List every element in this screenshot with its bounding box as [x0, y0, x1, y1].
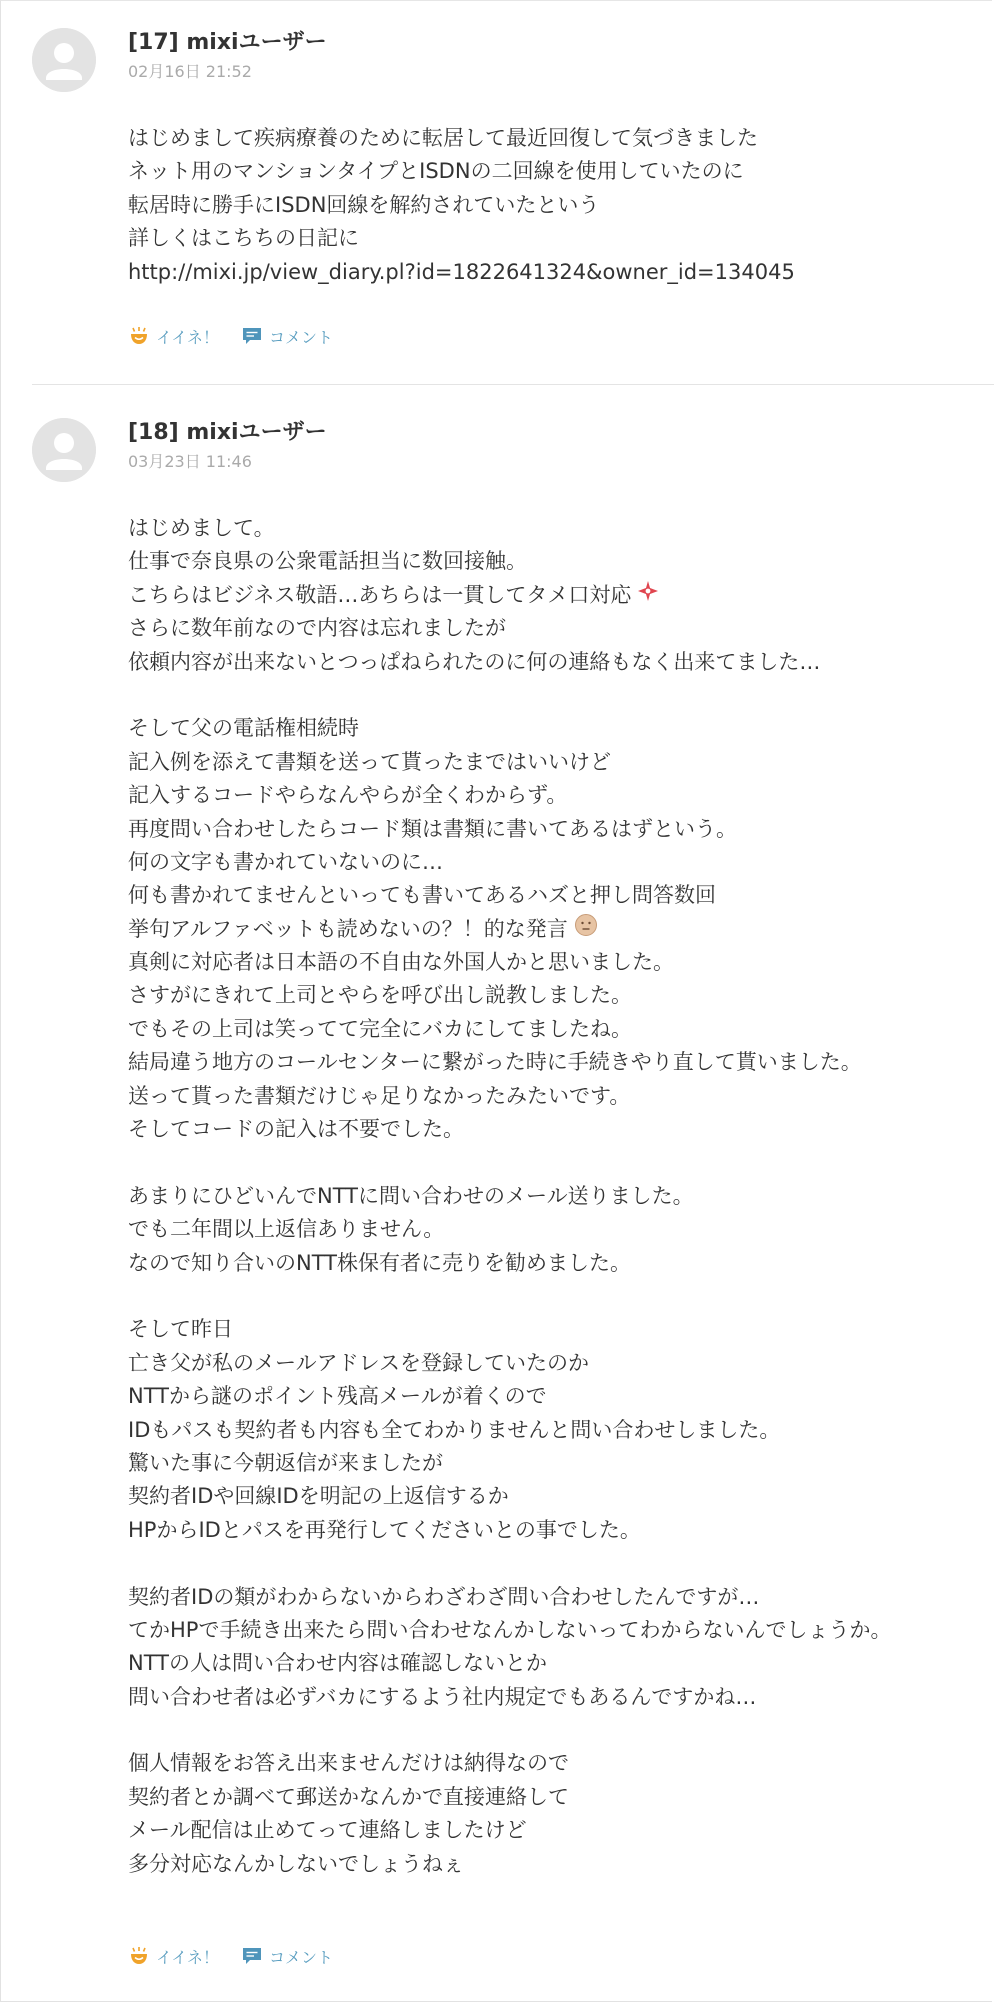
comment-line: NTTから謎のポイント残高メールが着くので: [128, 1384, 547, 1409]
comment-line: 依頼内容が出来ないとつっぱねられたのに何の連絡もなく出来てました…: [128, 649, 821, 674]
neutral-face-emoji: [574, 913, 598, 947]
reply-comment-button[interactable]: [241, 325, 333, 348]
comment-line: あまりにひどいんでNTTに問い合わせのメール送りました。: [128, 1183, 694, 1208]
comment-body: [128, 122, 795, 289]
comment-line: 何の文字も書かれていないのに…: [128, 849, 443, 874]
blank-line: [128, 1146, 891, 1179]
comment-line: 契約者とか調べて郵送かなんかで直接連絡して: [128, 1784, 569, 1809]
comment-line: 驚いた事に今朝返信が来ましたが: [128, 1450, 443, 1475]
comment-divider: [32, 384, 994, 385]
comment-line: 仕事で奈良県の公衆電話担当に数回接触。: [128, 549, 527, 574]
comment-line: IDもパスも契約者も内容も全てわかりませんと問い合わせしました。: [128, 1417, 781, 1442]
anger-sparkle-emoji: [637, 579, 659, 612]
comment-line: 記入例を添えて書類を送って貰ったまではいいけど: [128, 749, 611, 774]
comment-line: 詳しくはこちちの日記に: [128, 226, 359, 251]
comment-line: はじめまして疾病療養のために転居して最近回復して気づきました: [128, 126, 758, 150]
blank-line: [128, 1714, 891, 1747]
comment-line: 再度問い合わせしたらコード類は書類に書いてあるはずという。: [128, 816, 737, 841]
comment-line: てかHPで手続き出来たら問い合わせなんかしないってわからないんでしょうか。: [128, 1617, 892, 1642]
default-user-avatar-icon: [32, 28, 96, 92]
comment-line: HPからIDとパスを再発行してくださいとの事でした。: [128, 1517, 641, 1542]
like-button[interactable]: [128, 325, 219, 348]
blank-line: [128, 1280, 891, 1313]
comment-actions: [128, 1942, 355, 1970]
speech-bubble-icon: [241, 325, 263, 347]
avatar[interactable]: [32, 28, 96, 92]
comment-line: 真剣に対応者は日本語の不自由な外国人かと思いました。: [128, 950, 674, 975]
like-label: イイネ！: [156, 1947, 220, 1967]
comment-author[interactable]: [18] mixiユーザー: [128, 420, 327, 445]
comment-author[interactable]: [17] mixiユーザー: [128, 30, 327, 55]
comment-label: コメント: [269, 327, 334, 347]
comment-line: 契約者IDや回線IDを明記の上返信するか: [128, 1484, 509, 1509]
comment-timestamp: 03月23日 11:46: [128, 452, 252, 471]
comment-label: コメント: [269, 1947, 334, 1967]
comment-line: でもその上司は笑ってて完全にバカにしてましたね。: [128, 1016, 632, 1041]
comment-item: [32, 418, 994, 1978]
comment-line: そして父の電話権相続時: [128, 716, 359, 741]
comment-line-text: こちらはビジネス敬語…あちらは一貫してタメ口対応: [128, 582, 632, 607]
comment-line: 契約者IDの類がわからないからわざわざ問い合わせしたんですが…: [128, 1584, 760, 1609]
comment-line: [128, 579, 891, 612]
comment-line: ネット用のマンションタイプとISDNの二回線を使用していたのに: [128, 159, 744, 184]
comment-line: なので知り合いのNTT株保有者に売りを勧めました。: [128, 1250, 631, 1275]
blank-line: [128, 1547, 891, 1580]
comment-line: そして昨日: [128, 1317, 233, 1342]
comment-line: 送って貰った書類だけじゃ足りなかったみたいです。: [128, 1083, 631, 1108]
comment-line: 多分対応なんかしないでしょうねぇ: [128, 1851, 464, 1876]
comment-body: [128, 512, 891, 1881]
comment-line: そしてコードの記入は不要でした。: [128, 1117, 464, 1142]
smile-cup-icon: [128, 1945, 150, 1967]
default-user-avatar-icon: [32, 418, 96, 482]
like-label: イイネ！: [156, 327, 220, 347]
comment-line: 何も書かれてませんといっても書いてあるハズと押し問答数回: [128, 883, 716, 908]
comment-line: [128, 913, 891, 946]
comment-line: 転居時に勝手にISDN回線を解約されていたという: [128, 192, 600, 217]
avatar[interactable]: [32, 418, 96, 482]
reply-comment-button[interactable]: [241, 1945, 333, 1968]
speech-bubble-icon: [241, 1945, 263, 1967]
comment-line: でも二年間以上返信ありません。: [128, 1217, 445, 1242]
comment-line: メール配信は止めてって連絡しましたけど: [128, 1818, 527, 1843]
comment-line: 結局違う地方のコールセンターに繋がった時に手続きやり直して貰いました。: [128, 1050, 862, 1075]
smile-cup-icon: [128, 325, 150, 347]
comment-timestamp: 02月16日 21:52: [128, 62, 252, 81]
comment-actions: [128, 322, 355, 350]
comment-item: [32, 28, 994, 348]
comment-line: NTTの人は問い合わせ内容は確認しないとか: [128, 1651, 547, 1676]
comment-line: 亡き父が私のメールアドレスを登録していたのか: [128, 1350, 589, 1375]
comment-line-text: 挙句アルファベットも読めないの？！的な発言: [128, 916, 568, 941]
comment-line: 記入するコードやらなんやらが全くわからず。: [128, 783, 568, 808]
like-button[interactable]: [128, 1945, 219, 1968]
comment-line: さらに数年前なので内容は忘れましたが: [128, 616, 506, 641]
comment-link[interactable]: http://mixi.jp/view_diary.pl?id=1822641324&owner_id=134045: [128, 259, 795, 284]
comment-line: さすがにきれて上司とやらを呼び出し説教しました。: [128, 983, 632, 1008]
blank-line: [128, 679, 891, 712]
comment-line: 問い合わせ者は必ずバカにするよう社内規定でもあるんですかね…: [128, 1684, 757, 1709]
comment-line: 個人情報をお答え出来ませんだけは納得なので: [128, 1751, 569, 1776]
comment-line: はじめまして。: [128, 516, 275, 540]
